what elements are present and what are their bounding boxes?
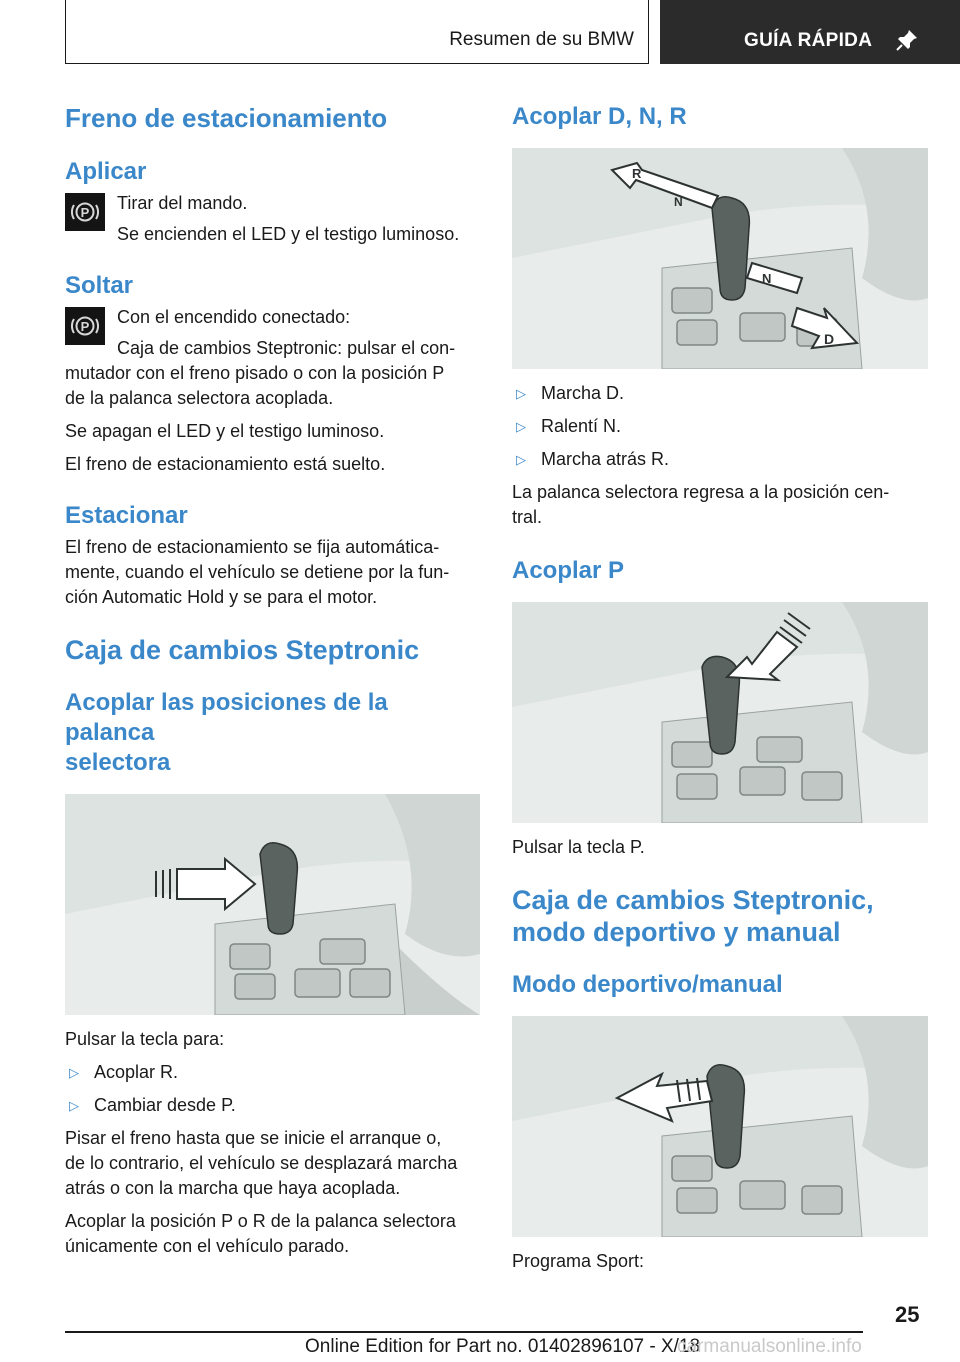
lever-positions-heading-l1: Acoplar las posiciones de la palanca	[65, 689, 388, 746]
header-section-tab	[65, 0, 649, 64]
apply-line-2: Se encienden el LED y el testigo luminoso.	[117, 224, 460, 244]
watermark-text: carmanualsonline.info	[677, 1336, 862, 1357]
dnr-bullet-2-text: Ralentí N.	[541, 416, 622, 436]
park-line-3: ción Automatic Hold y se para el motor.	[65, 587, 378, 607]
stationary-note-line-2: únicamente con el vehículo parado.	[65, 1236, 350, 1256]
dnr-illustration	[512, 148, 928, 369]
triangle-bullet-icon: ▷	[69, 1098, 79, 1113]
header-section-label: Resumen de su BMW	[449, 29, 634, 50]
lever-bullet-1-text: Acoplar R.	[94, 1062, 179, 1082]
release-line-3: Se apagan el LED y el testigo luminoso.	[65, 421, 385, 441]
brake-warning-line-1: Pisar el freno hasta que se inicie el arranque o,	[65, 1128, 442, 1148]
dnr-bullet-3	[512, 447, 928, 472]
release-line-2c: de la palanca selectora acoplada.	[65, 388, 334, 408]
sport-manual-subheading: Modo deportivo/manual	[512, 971, 783, 998]
left-column	[65, 100, 480, 1259]
quick-guide-tab	[660, 0, 960, 64]
engage-dnr-heading: Acoplar D, N, R	[512, 103, 687, 130]
dnr-bullet-3-text: Marcha atrás R.	[541, 449, 670, 469]
selector-lever-illustration	[65, 794, 480, 1015]
sport-mode-illustration	[512, 1016, 928, 1237]
r-label: R	[632, 166, 642, 181]
svg-text:P: P	[80, 319, 90, 334]
apply-line-1: Tirar del mando.	[117, 193, 248, 213]
release-heading: Soltar	[65, 272, 134, 299]
parking-brake-icon	[65, 307, 105, 345]
n-label-upper: N	[674, 195, 683, 209]
release-line-1: Con el encendido conectado:	[117, 307, 351, 327]
dnr-bullet-2	[512, 414, 928, 439]
triangle-bullet-icon: ▷	[516, 419, 526, 434]
stationary-note-line-1: Acoplar la posición P o R de la palanca selectora	[65, 1211, 456, 1231]
dnr-note-line-2: tral.	[512, 507, 543, 527]
park-line-1: El freno de estacionamiento se fija automática-	[65, 537, 440, 557]
lever-positions-heading-l2: selectora	[65, 749, 171, 776]
parking-brake-title: Freno de estacionamiento	[65, 103, 388, 133]
dnr-bullet-1-text: Marcha D.	[541, 383, 625, 403]
footer-divider	[65, 1331, 863, 1333]
edition-text: Online Edition for Part no. 01402896107 - X/18	[305, 1336, 701, 1357]
release-line-2b: mutador con el freno pisado o con la posición P	[65, 363, 445, 383]
lever-bullet-2	[65, 1093, 480, 1118]
footer-edition-line	[305, 1336, 862, 1358]
pin-icon	[895, 28, 919, 52]
lever-bullet-2-text: Cambiar desde P.	[94, 1095, 236, 1115]
apply-block	[65, 191, 480, 247]
engage-p-heading: Acoplar P	[512, 557, 625, 584]
triangle-bullet-icon: ▷	[516, 386, 526, 401]
release-block	[65, 305, 480, 361]
p-button-illustration	[512, 602, 928, 823]
parking-brake-icon	[65, 193, 105, 231]
apply-heading: Aplicar	[65, 158, 147, 185]
sport-manual-title-l2: modo deportivo y manual	[512, 917, 841, 947]
park-line-2: mente, cuando el vehículo se detiene por la fun-	[65, 562, 450, 582]
brake-warning-line-2: de lo contrario, el vehículo se desplazará marcha	[65, 1153, 458, 1173]
dnr-bullet-1	[512, 381, 928, 406]
park-heading: Estacionar	[65, 502, 188, 529]
p-caption: Pulsar la tecla P.	[512, 837, 645, 857]
quick-guide-label: GUÍA RÁPIDA	[744, 30, 873, 51]
triangle-bullet-icon: ▷	[69, 1065, 79, 1080]
page-number: 25	[895, 1302, 920, 1327]
lever-bullet-1	[65, 1060, 480, 1085]
steptronic-title: Caja de cambios Steptronic	[65, 635, 420, 665]
release-line-2a: Caja de cambios Steptronic: pulsar el con-	[117, 338, 456, 358]
sport-manual-title-l1: Caja de cambios Steptronic,	[512, 885, 874, 915]
triangle-bullet-icon: ▷	[516, 452, 526, 467]
release-line-4: El freno de estacionamiento está suelto.	[65, 454, 386, 474]
d-label: D	[824, 331, 835, 347]
right-column	[512, 100, 928, 1274]
sport-caption: Programa Sport:	[512, 1251, 645, 1271]
svg-text:P: P	[80, 205, 90, 220]
dnr-note-line-1: La palanca selectora regresa a la posición cen-	[512, 482, 890, 502]
lever-intro: Pulsar la tecla para:	[65, 1029, 225, 1049]
brake-warning-line-3: atrás o con la marcha que haya acoplada.	[65, 1178, 401, 1198]
n-label: N	[762, 271, 772, 286]
